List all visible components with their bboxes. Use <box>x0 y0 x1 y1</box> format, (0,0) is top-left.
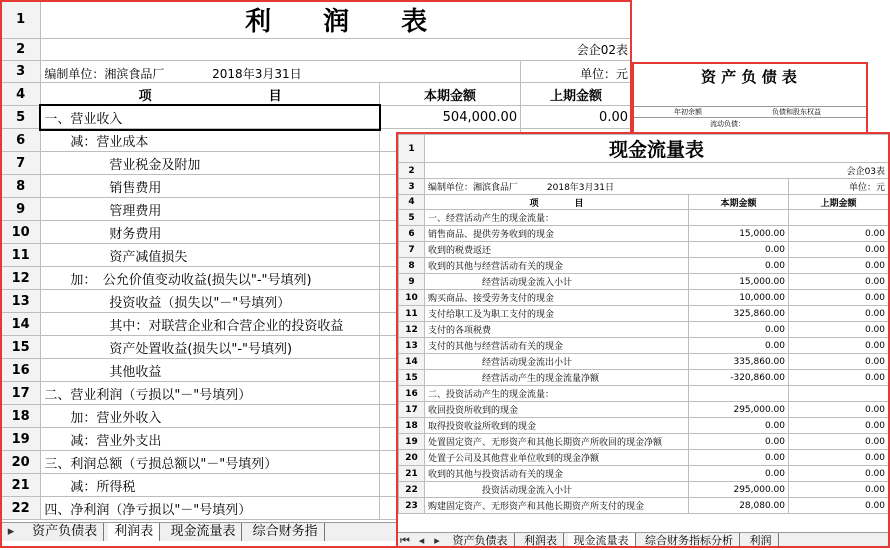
current-amount-cell[interactable]: 10,000.00 <box>689 290 789 306</box>
cf-col-header-current: 本期金额 <box>689 195 789 210</box>
line-item-label[interactable]: 销售商品、提供劳务收到的现金 <box>425 226 689 242</box>
previous-amount-cell[interactable]: 0.00 <box>789 226 889 242</box>
current-amount-cell[interactable] <box>689 210 789 226</box>
previous-amount-cell[interactable]: 0.00 <box>789 306 889 322</box>
current-amount-cell[interactable]: 0.00 <box>689 242 789 258</box>
table-row <box>399 450 889 466</box>
income-unit-line <box>41 61 521 83</box>
cash-flow-unit-line <box>425 179 789 195</box>
row-header[interactable]: 13 <box>1 290 41 313</box>
row-header[interactable]: 23 <box>399 498 425 514</box>
row-header[interactable]: 3 <box>1 61 41 83</box>
previous-amount-cell[interactable]: 0.00 <box>789 370 889 386</box>
table-row <box>399 210 889 226</box>
col-header-current: 本期金额 <box>379 83 520 106</box>
balance-sheet-sheet <box>632 62 866 134</box>
line-item-label[interactable]: 加：营业外收入 <box>41 405 380 428</box>
line-item-label[interactable]: 收到的税费返还 <box>425 242 689 258</box>
previous-amount-cell[interactable]: 0.00 <box>789 258 889 274</box>
table-row <box>399 242 889 258</box>
income-unit: 单位：元 <box>521 61 632 83</box>
balance-title: 资 产 负 债 表 <box>701 68 797 86</box>
previous-amount-cell[interactable] <box>789 386 889 402</box>
row-header[interactable]: 6 <box>399 226 425 242</box>
col-header-previous: 上期金额 <box>521 83 632 106</box>
row-header[interactable]: 15 <box>1 336 41 359</box>
tab-balance-sheet[interactable]: 资产负债表 <box>447 533 515 548</box>
row-header[interactable]: 4 <box>399 195 425 210</box>
line-item-label[interactable]: 购买商品、接受劳务支付的现金 <box>425 290 689 306</box>
table-row <box>399 354 889 370</box>
previous-amount-cell[interactable]: 0.00 <box>789 242 889 258</box>
previous-amount-cell[interactable]: 0.00 <box>789 402 889 418</box>
nav-next-icon[interactable]: ▸ <box>434 534 440 547</box>
balance-col-liabilities: 负债和股东权益 <box>772 108 821 116</box>
current-amount-cell[interactable]: 295,000.00 <box>689 402 789 418</box>
table-row <box>399 306 889 322</box>
tab-cash-flow[interactable]: 现金流量表 <box>164 523 242 541</box>
row-header[interactable]: 12 <box>399 322 425 338</box>
tab-financial-analysis[interactable]: 综合财务指 <box>247 523 325 541</box>
previous-amount-cell[interactable]: 0.00 <box>789 466 889 482</box>
row-header[interactable]: 8 <box>1 175 41 198</box>
tab-income-statement[interactable]: 利润表 <box>518 533 564 548</box>
line-item-label[interactable]: 营业税金及附加 <box>41 152 380 175</box>
current-amount-cell[interactable]: 295,000.00 <box>689 482 789 498</box>
line-item-label[interactable]: 投资活动现金流入小计 <box>425 482 689 498</box>
row-header[interactable]: 15 <box>399 370 425 386</box>
row-header[interactable]: 10 <box>399 290 425 306</box>
cash-flow-title: 现金流量表 <box>425 135 889 163</box>
row-header[interactable]: 2 <box>399 163 425 179</box>
line-item-label[interactable]: 三、利润总额（亏损总额以"－"号填列） <box>41 451 380 474</box>
line-item-label[interactable]: 资产减值损失 <box>41 244 380 267</box>
line-item-label[interactable]: 二、营业利润（亏损以"－"号填列） <box>41 382 380 405</box>
line-item-label[interactable]: 加： 公允价值变动收益(损失以"-"号填列) <box>41 267 380 290</box>
line-item-label[interactable]: 其他收益 <box>41 359 380 382</box>
previous-amount-cell[interactable]: 0.00 <box>521 106 632 129</box>
cash-flow-sheet-tabs <box>398 532 888 548</box>
current-amount-cell[interactable]: 335,860.00 <box>689 354 789 370</box>
cash-flow-sheet <box>398 134 888 548</box>
col-header-item: 项 目 <box>41 83 380 106</box>
tab-income-2[interactable]: 利润 <box>744 533 779 548</box>
line-item-label[interactable]: 收回投资所收到的现金 <box>425 402 689 418</box>
table-row <box>399 274 889 290</box>
previous-amount-cell[interactable]: 0.00 <box>789 354 889 370</box>
line-item-label[interactable]: 支付的各项税费 <box>425 322 689 338</box>
table-row <box>399 338 889 354</box>
table-row <box>399 498 889 514</box>
row-header[interactable]: 16 <box>399 386 425 402</box>
line-item-label[interactable]: 减：所得税 <box>41 474 380 497</box>
line-item-label[interactable]: 四、净利润（净亏损以"－"号填列） <box>41 497 380 520</box>
table-row <box>399 482 889 498</box>
cf-col-header-item: 项 目 <box>425 195 689 210</box>
table-row <box>399 386 889 402</box>
current-amount-cell[interactable]: 0.00 <box>689 450 789 466</box>
line-item-label[interactable]: 经营活动产生的现金流量净额 <box>425 370 689 386</box>
row-header[interactable]: 20 <box>1 451 41 474</box>
line-item-label[interactable]: 减：营业外支出 <box>41 428 380 451</box>
row-header[interactable]: 9 <box>1 198 41 221</box>
row-header[interactable]: 8 <box>399 258 425 274</box>
income-date: 2018年3月31日 <box>212 67 302 81</box>
row-header[interactable]: 22 <box>1 497 41 520</box>
row-header[interactable]: 5 <box>399 210 425 226</box>
tab-balance-sheet[interactable]: 资产负债表 <box>26 523 104 541</box>
line-item-label[interactable]: 管理费用 <box>41 198 380 221</box>
line-item-label[interactable]: 销售费用 <box>41 175 380 198</box>
row-header[interactable]: 11 <box>399 306 425 322</box>
line-item-label[interactable]: 减：营业成本 <box>41 129 380 152</box>
balance-col-opening: 年初余额 <box>674 108 702 116</box>
row-header[interactable]: 3 <box>399 179 425 195</box>
line-item-label[interactable]: 一、营业收入 <box>41 106 380 129</box>
line-item-label[interactable]: 处置子公司及其他营业单位收到的现金净额 <box>425 450 689 466</box>
tab-income-statement[interactable]: 利润表 <box>108 523 160 541</box>
current-amount-cell[interactable]: 0.00 <box>689 258 789 274</box>
current-amount-cell[interactable]: 0.00 <box>689 418 789 434</box>
cash-flow-unit: 单位：元 <box>789 179 889 195</box>
line-item-label[interactable]: 支付给职工及为职工支付的现金 <box>425 306 689 322</box>
row-header[interactable]: 17 <box>399 402 425 418</box>
line-item-label[interactable]: 经营活动现金流入小计 <box>425 274 689 290</box>
line-item-label[interactable]: 支付的其他与经营活动有关的现金 <box>425 338 689 354</box>
table-row <box>399 466 889 482</box>
row-header[interactable]: 10 <box>1 221 41 244</box>
cash-flow-grid <box>398 134 888 514</box>
nav-next-icon[interactable]: ▸ <box>7 524 15 539</box>
table-row <box>1 106 632 129</box>
line-item-label[interactable]: 一、经营活动产生的现金流量： <box>425 210 689 226</box>
row-header[interactable]: 13 <box>399 338 425 354</box>
row-header[interactable]: 21 <box>1 474 41 497</box>
income-form-code: 会企02表 <box>41 39 632 61</box>
previous-amount-cell[interactable]: 0.00 <box>789 498 889 514</box>
cash-flow-company: 编制单位：湘滨食品厂 <box>428 183 519 193</box>
row-header[interactable]: 22 <box>399 482 425 498</box>
current-amount-cell[interactable]: 0.00 <box>689 434 789 450</box>
previous-amount-cell[interactable]: 0.00 <box>789 482 889 498</box>
income-company: 编制单位：湘滨食品厂 <box>44 67 165 81</box>
previous-amount-cell[interactable]: 0.00 <box>789 450 889 466</box>
row-header[interactable]: 20 <box>399 450 425 466</box>
line-item-label[interactable]: 资产处置收益(损失以"-"号填列) <box>41 336 380 359</box>
cash-flow-form-code: 会企03表 <box>425 163 889 179</box>
row-header[interactable]: 19 <box>399 434 425 450</box>
row-header[interactable]: 12 <box>1 267 41 290</box>
line-item-label[interactable]: 购建固定资产、无形资产和其他长期资产所支付的现金 <box>425 498 689 514</box>
row-header[interactable]: 9 <box>399 274 425 290</box>
tab-financial-analysis[interactable]: 综合财务指标分析 <box>639 533 740 548</box>
cash-flow-date: 2018年3月31日 <box>546 183 614 193</box>
row-header[interactable]: 21 <box>399 466 425 482</box>
balance-current-liabilities: 流动负债： <box>710 120 745 128</box>
row-header[interactable]: 1 <box>399 135 425 163</box>
line-item-label[interactable]: 二、投资活动产生的现金流量： <box>425 386 689 402</box>
table-row <box>399 402 889 418</box>
current-amount-cell[interactable]: 15,000.00 <box>689 226 789 242</box>
previous-amount-cell[interactable]: 0.00 <box>789 290 889 306</box>
tab-cash-flow[interactable]: 现金流量表 <box>568 533 636 548</box>
row-header[interactable]: 18 <box>399 418 425 434</box>
previous-amount-cell[interactable]: 0.00 <box>789 338 889 354</box>
current-amount-cell[interactable]: 325,860.00 <box>689 306 789 322</box>
previous-amount-cell[interactable]: 0.00 <box>789 322 889 338</box>
row-header[interactable]: 18 <box>1 405 41 428</box>
line-item-label[interactable]: 取得投资收益所收到的现金 <box>425 418 689 434</box>
line-item-label[interactable]: 其中：对联营企业和合营企业的投资收益 <box>41 313 380 336</box>
previous-amount-cell[interactable]: 0.00 <box>789 418 889 434</box>
row-header[interactable]: 5 <box>1 106 41 129</box>
cf-col-header-previous: 上期金额 <box>789 195 889 210</box>
row-header[interactable]: 6 <box>1 129 41 152</box>
table-row <box>399 418 889 434</box>
previous-amount-cell[interactable]: 0.00 <box>789 274 889 290</box>
row-header[interactable]: 14 <box>399 354 425 370</box>
previous-amount-cell[interactable] <box>789 210 889 226</box>
row-header[interactable]: 19 <box>1 428 41 451</box>
row-header[interactable]: 4 <box>1 83 41 106</box>
current-amount-cell[interactable]: 0.00 <box>689 322 789 338</box>
table-row <box>399 290 889 306</box>
income-title: 利 润 表 <box>41 1 632 39</box>
row-header[interactable]: 7 <box>1 152 41 175</box>
line-item-label[interactable]: 收到的其他与投资活动有关的现金 <box>425 466 689 482</box>
current-amount-cell[interactable]: 0.00 <box>689 338 789 354</box>
previous-amount-cell[interactable]: 0.00 <box>789 434 889 450</box>
nav-prev-icon[interactable]: ◂ <box>418 534 425 547</box>
balance-header-row <box>632 106 866 118</box>
current-amount-cell[interactable]: -320,860.00 <box>689 370 789 386</box>
table-row <box>399 370 889 386</box>
row-header[interactable]: 2 <box>1 39 41 61</box>
row-header[interactable]: 14 <box>1 313 41 336</box>
table-row <box>399 322 889 338</box>
line-item-label[interactable]: 投资收益（损失以"－"号填列） <box>41 290 380 313</box>
current-amount-cell[interactable] <box>689 386 789 402</box>
row-header[interactable]: 1 <box>1 1 41 39</box>
row-header[interactable]: 16 <box>1 359 41 382</box>
current-amount-cell[interactable]: 0.00 <box>689 466 789 482</box>
current-amount-cell[interactable]: 504,000.00 <box>379 106 520 129</box>
current-amount-cell[interactable]: 28,080.00 <box>689 498 789 514</box>
row-header[interactable]: 7 <box>399 242 425 258</box>
current-amount-cell[interactable]: 15,000.00 <box>689 274 789 290</box>
row-header[interactable]: 17 <box>1 382 41 405</box>
line-item-label[interactable]: 经营活动现金流出小计 <box>425 354 689 370</box>
line-item-label[interactable]: 财务费用 <box>41 221 380 244</box>
table-row <box>399 258 889 274</box>
row-header[interactable]: 11 <box>1 244 41 267</box>
table-row <box>399 434 889 450</box>
line-item-label[interactable]: 收到的其他与经营活动有关的现金 <box>425 258 689 274</box>
table-row <box>399 226 889 242</box>
line-item-label[interactable]: 处置固定资产、无形资产和其他长期资产所收回的现金净额 <box>425 434 689 450</box>
nav-first-icon[interactable]: ⏮ <box>400 534 410 547</box>
